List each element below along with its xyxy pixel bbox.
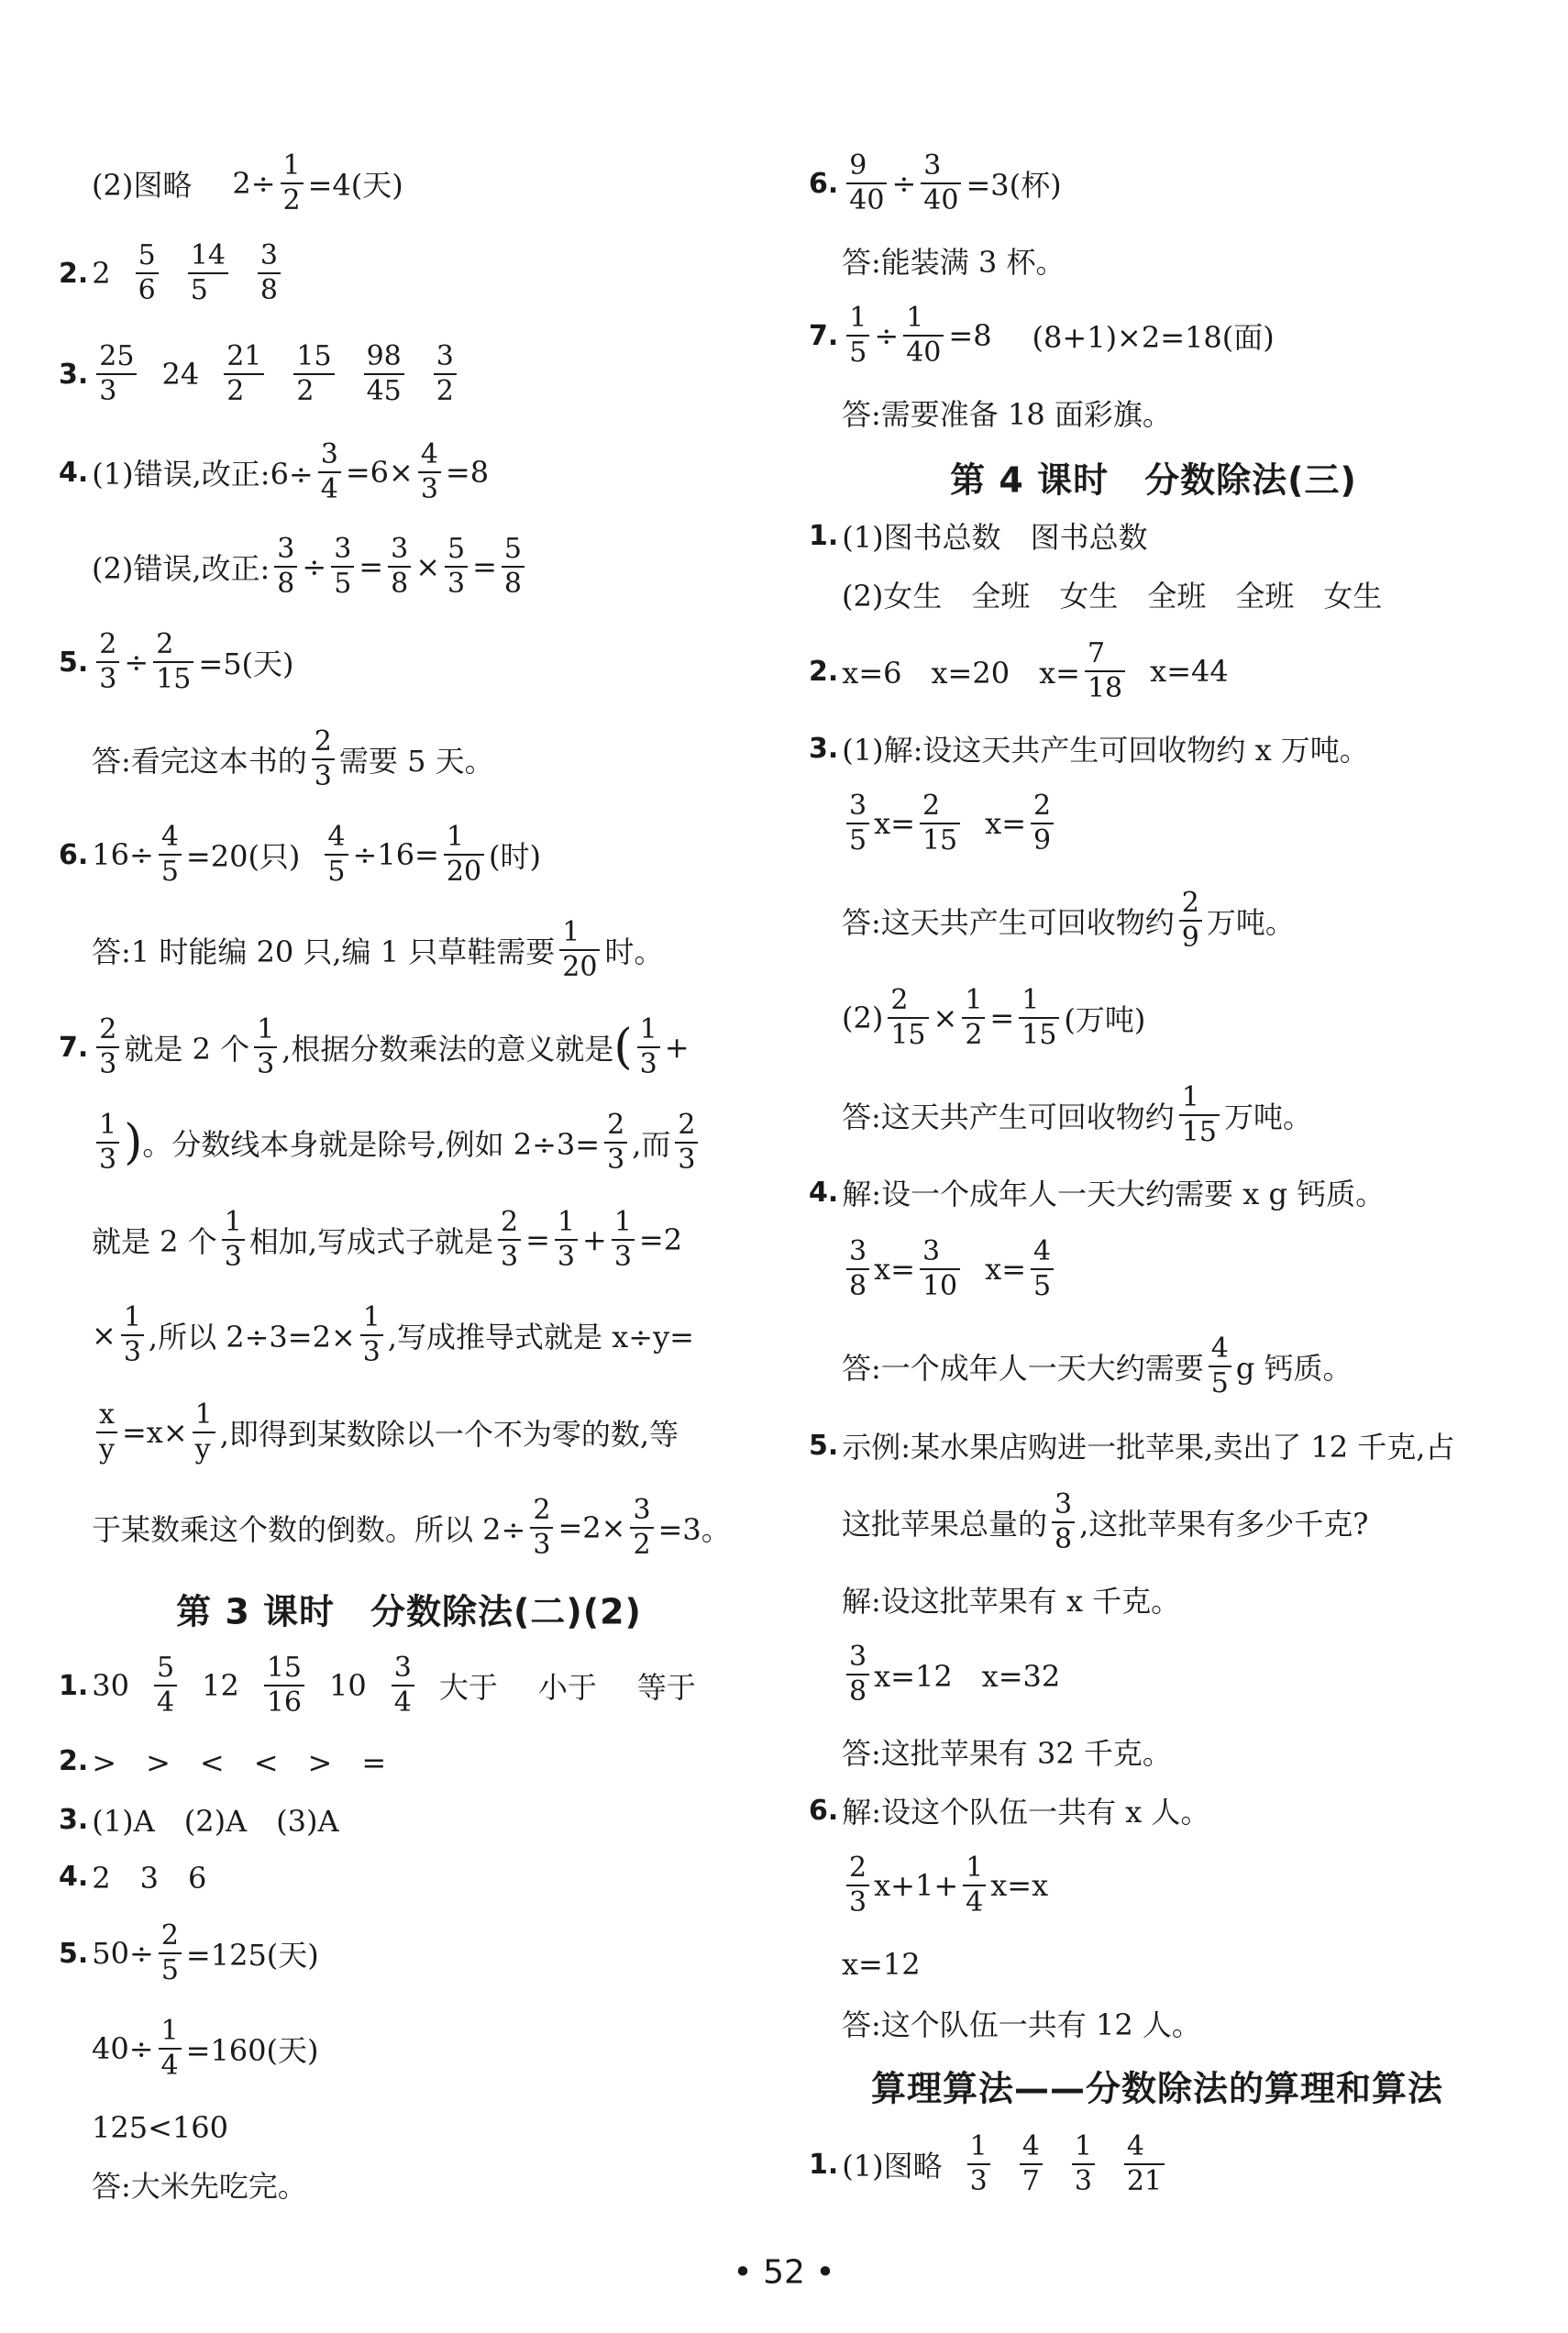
right-line-24 <box>842 1977 1201 2069</box>
text: 时。 <box>604 934 664 969</box>
text: 2÷ <box>232 166 276 201</box>
fraction: $\frac{5}{4}$ <box>154 1654 177 1717</box>
text: 万吨。 <box>1223 1100 1312 1134</box>
page-number: • 52 • <box>733 2253 835 2292</box>
right-line-14 <box>842 1223 1058 1315</box>
fraction: $\frac{3}{5}$ <box>846 792 869 855</box>
text: (2)女生 全班 女生 全班 全班 女生 <box>842 579 1383 614</box>
text: 40÷ <box>92 2031 154 2066</box>
text: 答:一个成年人一天大约需要 <box>842 1351 1204 1386</box>
text: x=6 x=20 x= <box>842 656 1080 691</box>
fraction: $\frac{4}{5}$ <box>1209 1335 1231 1398</box>
text: = <box>472 549 497 584</box>
left-line-9 <box>92 904 663 996</box>
text: =x× <box>121 1415 188 1450</box>
fraction: $\frac{3}{40}$ <box>921 152 961 215</box>
item-number: 7. <box>809 319 839 352</box>
item-number: 4. <box>59 1860 89 1893</box>
fraction: $\frac{2}{15}$ <box>920 792 960 855</box>
fraction: $\frac{2}{9}$ <box>1179 890 1202 952</box>
item-number: 6. <box>809 1794 839 1827</box>
text: 这批苹果总量的 <box>842 1507 1048 1542</box>
left-line-15 <box>92 1482 731 1574</box>
text: =125(天) <box>185 1938 319 1973</box>
text: =20(只) <box>185 839 301 874</box>
right-line-22 <box>842 1840 1048 1931</box>
fraction: $\frac{3}{8}$ <box>846 1238 869 1300</box>
text: × <box>92 1318 116 1353</box>
text: x= <box>985 1252 1026 1287</box>
item-number: 4. <box>809 1176 839 1209</box>
fraction: $\frac{1}{3}$ <box>222 1209 245 1271</box>
text: + <box>664 1030 690 1065</box>
text: =2× <box>558 1510 626 1545</box>
text: =3(杯) <box>966 168 1062 203</box>
fraction: $\frac{2}{3}$ <box>604 1111 627 1174</box>
left-line-23 <box>92 2139 307 2230</box>
left-line-2 <box>59 227 285 319</box>
fraction: $\frac{1}{3}$ <box>637 1016 660 1078</box>
fraction: $\frac{14}{5}$ <box>188 242 228 304</box>
text: > > < < > = <box>92 1745 387 1780</box>
fraction: $\frac{2}{3}$ <box>96 631 119 693</box>
fraction: $\frac{x}{y}$ <box>96 1401 117 1464</box>
right-line-10 <box>842 875 1295 967</box>
text: 等于 <box>636 1670 696 1705</box>
left-line-4 <box>59 426 489 518</box>
section-heading-algorithm: 算理算法——分数除法的算理和算法 <box>870 2068 1444 2109</box>
text: =6× <box>345 455 414 490</box>
fraction: $\frac{3}{8}$ <box>846 1643 869 1706</box>
text: (8+1)×2=18(面) <box>1032 320 1275 355</box>
item-number: 1. <box>809 2148 839 2181</box>
left-line-7 <box>92 713 494 805</box>
text: ,而 <box>632 1127 671 1162</box>
text: = <box>359 549 384 584</box>
text: 24 <box>161 357 200 392</box>
text: 答:这个队伍一共有 12 人。 <box>842 2007 1201 2042</box>
item-number: 3. <box>59 358 89 391</box>
fraction: $\frac{25}{3}$ <box>96 343 137 405</box>
item-number: 2. <box>59 257 89 290</box>
text: 16÷ <box>92 837 154 872</box>
fraction: $\frac{2}{3}$ <box>312 728 335 791</box>
fraction: $\frac{1}{20}$ <box>444 824 484 886</box>
text: =2 <box>638 1222 683 1257</box>
item-number: 6. <box>59 838 89 871</box>
fraction: $\frac{1}{15}$ <box>1179 1084 1220 1146</box>
right-line-4 <box>842 367 1172 459</box>
text: =8 <box>445 455 490 490</box>
text: 相加,写成式子就是 <box>248 1224 493 1259</box>
left-line-11 <box>92 1097 702 1189</box>
fraction: $\frac{4}{3}$ <box>418 441 441 503</box>
fraction: $\frac{1}{3}$ <box>612 1209 635 1271</box>
item-number: 7. <box>59 1031 89 1064</box>
fraction: $\frac{1}{3}$ <box>1072 2133 1095 2195</box>
fraction: $\frac{5}{8}$ <box>502 536 525 598</box>
fraction: $\frac{1}{40}$ <box>903 304 944 367</box>
text: 12 <box>202 1668 239 1703</box>
text: (1)A (2)A (3)A <box>92 1804 339 1839</box>
text: (1)图书总数 图书总数 <box>842 520 1148 555</box>
text: x= <box>874 806 915 841</box>
text: 答:1 时能编 20 只,编 1 只草鞋需要 <box>92 934 556 969</box>
fraction: $\frac{15}{16}$ <box>264 1654 304 1717</box>
section-heading-lesson-3: 第 3 课时 分数除法(二)(2) <box>176 1591 642 1632</box>
fraction: $\frac{1}{2}$ <box>962 987 985 1049</box>
text: (万吨) <box>1064 1002 1146 1037</box>
fraction: $\frac{2}{9}$ <box>1031 792 1054 855</box>
text: (2) <box>842 1001 884 1035</box>
right-line-9 <box>842 778 1058 869</box>
text: (1)图略 <box>842 2149 943 2184</box>
text: (2)错误,改正: <box>92 551 271 586</box>
fraction: $\frac{4}{7}$ <box>1020 2133 1043 2195</box>
right-line-25 <box>809 2118 1169 2210</box>
text: ÷ <box>124 645 149 680</box>
fraction: $\frac{2}{3}$ <box>530 1497 553 1559</box>
fraction: $\frac{3}{5}$ <box>331 536 354 598</box>
text: ÷ <box>302 549 327 584</box>
item-number: 4. <box>59 456 89 489</box>
left-line-5 <box>92 521 529 613</box>
item-number: 6. <box>809 167 839 200</box>
left-line-6 <box>59 616 294 708</box>
text: (1)错误,改正:6÷ <box>92 457 314 492</box>
fraction: $\frac{1}{4}$ <box>159 2018 182 2080</box>
fraction: $\frac{2}{3}$ <box>846 1854 869 1917</box>
left-line-8 <box>59 809 541 901</box>
item-number: 1. <box>59 1669 89 1702</box>
text: 答:能装满 3 杯。 <box>842 245 1066 280</box>
text: 解:设这个队伍一共有 x 人。 <box>842 1795 1210 1830</box>
fraction: $\frac{9}{40}$ <box>846 152 887 215</box>
left-line-14 <box>92 1387 679 1478</box>
fraction: $\frac{3}{8}$ <box>274 536 297 598</box>
fraction: $\frac{4}{5}$ <box>325 824 348 886</box>
text: 答:这批苹果有 32 千克。 <box>842 1736 1172 1771</box>
text: 。分数线本身就是除号,例如 2÷3= <box>142 1127 601 1162</box>
fraction: $\frac{2}{3}$ <box>498 1209 521 1271</box>
fraction: $\frac{1}{5}$ <box>846 304 869 367</box>
fraction: $\frac{1}{3}$ <box>96 1111 119 1174</box>
text: 答:需要准备 18 面彩旗。 <box>842 397 1172 432</box>
fraction: $\frac{3}{2}$ <box>630 1497 653 1559</box>
text: x= <box>874 1252 915 1287</box>
text: ÷16= <box>352 837 439 872</box>
item-number: 3. <box>809 732 839 765</box>
text: 2 <box>92 256 111 291</box>
item-number: 3. <box>59 1803 89 1836</box>
fraction: $\frac{2}{3}$ <box>96 1016 119 1078</box>
section-heading-lesson-4: 第 4 课时 分数除法(三) <box>950 459 1357 501</box>
text: ,即得到某数除以一个不为零的数,等 <box>219 1417 679 1452</box>
fraction: $\frac{1}{2}$ <box>281 152 304 215</box>
text: x+1+ <box>874 1868 959 1903</box>
left-line-12 <box>92 1194 682 1286</box>
text: =4(天) <box>307 168 403 203</box>
fraction: $\frac{98}{45}$ <box>364 343 404 405</box>
fraction: $\frac{4}{5}$ <box>159 824 182 886</box>
text: 需要 5 天。 <box>338 744 494 779</box>
text: =3。 <box>657 1512 731 1547</box>
fraction: $\frac{15}{2}$ <box>293 343 334 405</box>
fraction: $\frac{3}{4}$ <box>392 1654 414 1717</box>
fraction: $\frac{5}{6}$ <box>136 242 159 304</box>
text: 答:大米先吃完。 <box>92 2169 307 2204</box>
text: 2 3 6 <box>92 1861 207 1896</box>
text: 答:看完这本书的 <box>92 744 307 779</box>
fraction: $\frac{1}{3}$ <box>967 2133 990 2195</box>
text: 30 <box>92 1668 129 1703</box>
text: =160(天) <box>185 2033 319 2068</box>
text: 125<160 <box>92 2110 228 2145</box>
text: 万吨。 <box>1206 905 1295 940</box>
text: x=12 <box>842 1947 921 1982</box>
item-number: 5. <box>59 1937 89 1970</box>
left-line-1 <box>92 138 403 229</box>
fraction: $\frac{21}{2}$ <box>224 343 264 405</box>
fraction: $\frac{4}{21}$ <box>1124 2133 1165 2195</box>
fraction: $\frac{2}{15}$ <box>888 987 928 1049</box>
fraction: $\frac{5}{3}$ <box>445 536 468 598</box>
fraction: $\frac{3}{8}$ <box>388 536 411 598</box>
text: x=44 <box>1150 654 1229 689</box>
item-number: 1. <box>809 519 839 552</box>
text: ÷ <box>891 166 917 201</box>
fraction: $\frac{1}{3}$ <box>254 1016 277 1078</box>
fraction: $\frac{2}{3}$ <box>675 1111 698 1174</box>
text: = <box>989 1001 1015 1035</box>
text: × <box>415 549 441 584</box>
text: =8 <box>948 318 992 353</box>
text: 示例:某水果店购进一批苹果,卖出了 12 千克,占 <box>842 1430 1455 1465</box>
text: + <box>582 1222 607 1257</box>
fraction: $\frac{1}{3}$ <box>121 1304 144 1366</box>
text: ,所以 2÷3=2× <box>148 1320 356 1354</box>
text: (1)解:设这天共产生可回收物约 x 万吨。 <box>842 733 1369 768</box>
text: 解:设这批苹果有 x 千克。 <box>842 1584 1181 1619</box>
text: × <box>933 1001 958 1035</box>
right-line-15 <box>842 1321 1353 1412</box>
paren: ( <box>613 1020 633 1075</box>
item-number: 2. <box>809 655 839 688</box>
fraction: $\frac{3}{4}$ <box>318 441 341 503</box>
text: x= <box>985 806 1026 841</box>
fraction: $\frac{1}{4}$ <box>963 1854 986 1917</box>
text: ,根据分数乘法的意义就是 <box>282 1032 614 1067</box>
text: x=x <box>990 1868 1049 1903</box>
text: ,写成推导式就是 x÷y= <box>387 1320 694 1354</box>
paren: ) <box>124 1115 143 1170</box>
right-line-11 <box>842 972 1145 1064</box>
text: 大于 <box>438 1670 498 1705</box>
text: ÷ <box>874 318 900 353</box>
text: 就是 2 个 <box>92 1224 217 1259</box>
left-line-21 <box>92 2003 319 2095</box>
fraction: $\frac{3}{2}$ <box>434 343 457 405</box>
text: x=12 x=32 <box>874 1659 1061 1694</box>
fraction: $\frac{3}{10}$ <box>920 1238 960 1300</box>
left-line-13 <box>92 1289 694 1381</box>
text: 答:这天共产生可回收物约 <box>842 1100 1175 1134</box>
text: =5(天) <box>198 647 294 681</box>
fraction: $\frac{1}{3}$ <box>555 1209 578 1271</box>
fraction: $\frac{7}{18}$ <box>1085 640 1125 702</box>
text: 10 <box>329 1668 367 1703</box>
fraction: $\frac{4}{5}$ <box>1031 1238 1054 1300</box>
text: 解:设一个成年人一天大约需要 x g 钙质。 <box>842 1177 1386 1211</box>
text: 于某数乘这个数的倒数。所以 2÷ <box>92 1512 526 1547</box>
fraction: $\frac{2}{5}$ <box>159 1922 182 1985</box>
fraction: $\frac{3}{8}$ <box>258 242 281 304</box>
left-line-10 <box>59 1001 690 1093</box>
text: = <box>525 1222 550 1257</box>
item-number: 5. <box>59 646 89 679</box>
fraction: $\frac{1}{y}$ <box>193 1401 215 1464</box>
text: (2)图略 <box>92 168 193 203</box>
fraction: $\frac{2}{15}$ <box>153 631 193 693</box>
fraction: $\frac{1}{15}$ <box>1019 987 1059 1049</box>
text: 就是 2 个 <box>124 1032 250 1067</box>
text: (时) <box>489 839 542 874</box>
left-line-20 <box>59 1907 319 1999</box>
item-number: 5. <box>809 1429 839 1462</box>
fraction: $\frac{1}{20}$ <box>559 919 600 981</box>
left-line-3 <box>59 328 461 420</box>
text: 50÷ <box>92 1936 154 1971</box>
text: 答:这天共产生可回收物约 <box>842 905 1175 940</box>
fraction: $\frac{1}{3}$ <box>360 1304 383 1366</box>
text: g 钙质。 <box>1235 1351 1353 1386</box>
item-number: 2. <box>59 1744 89 1777</box>
text: 小于 <box>537 1670 597 1705</box>
text: ,这批苹果有多少千克? <box>1079 1507 1369 1542</box>
fraction: $\frac{3}{8}$ <box>1052 1491 1075 1553</box>
